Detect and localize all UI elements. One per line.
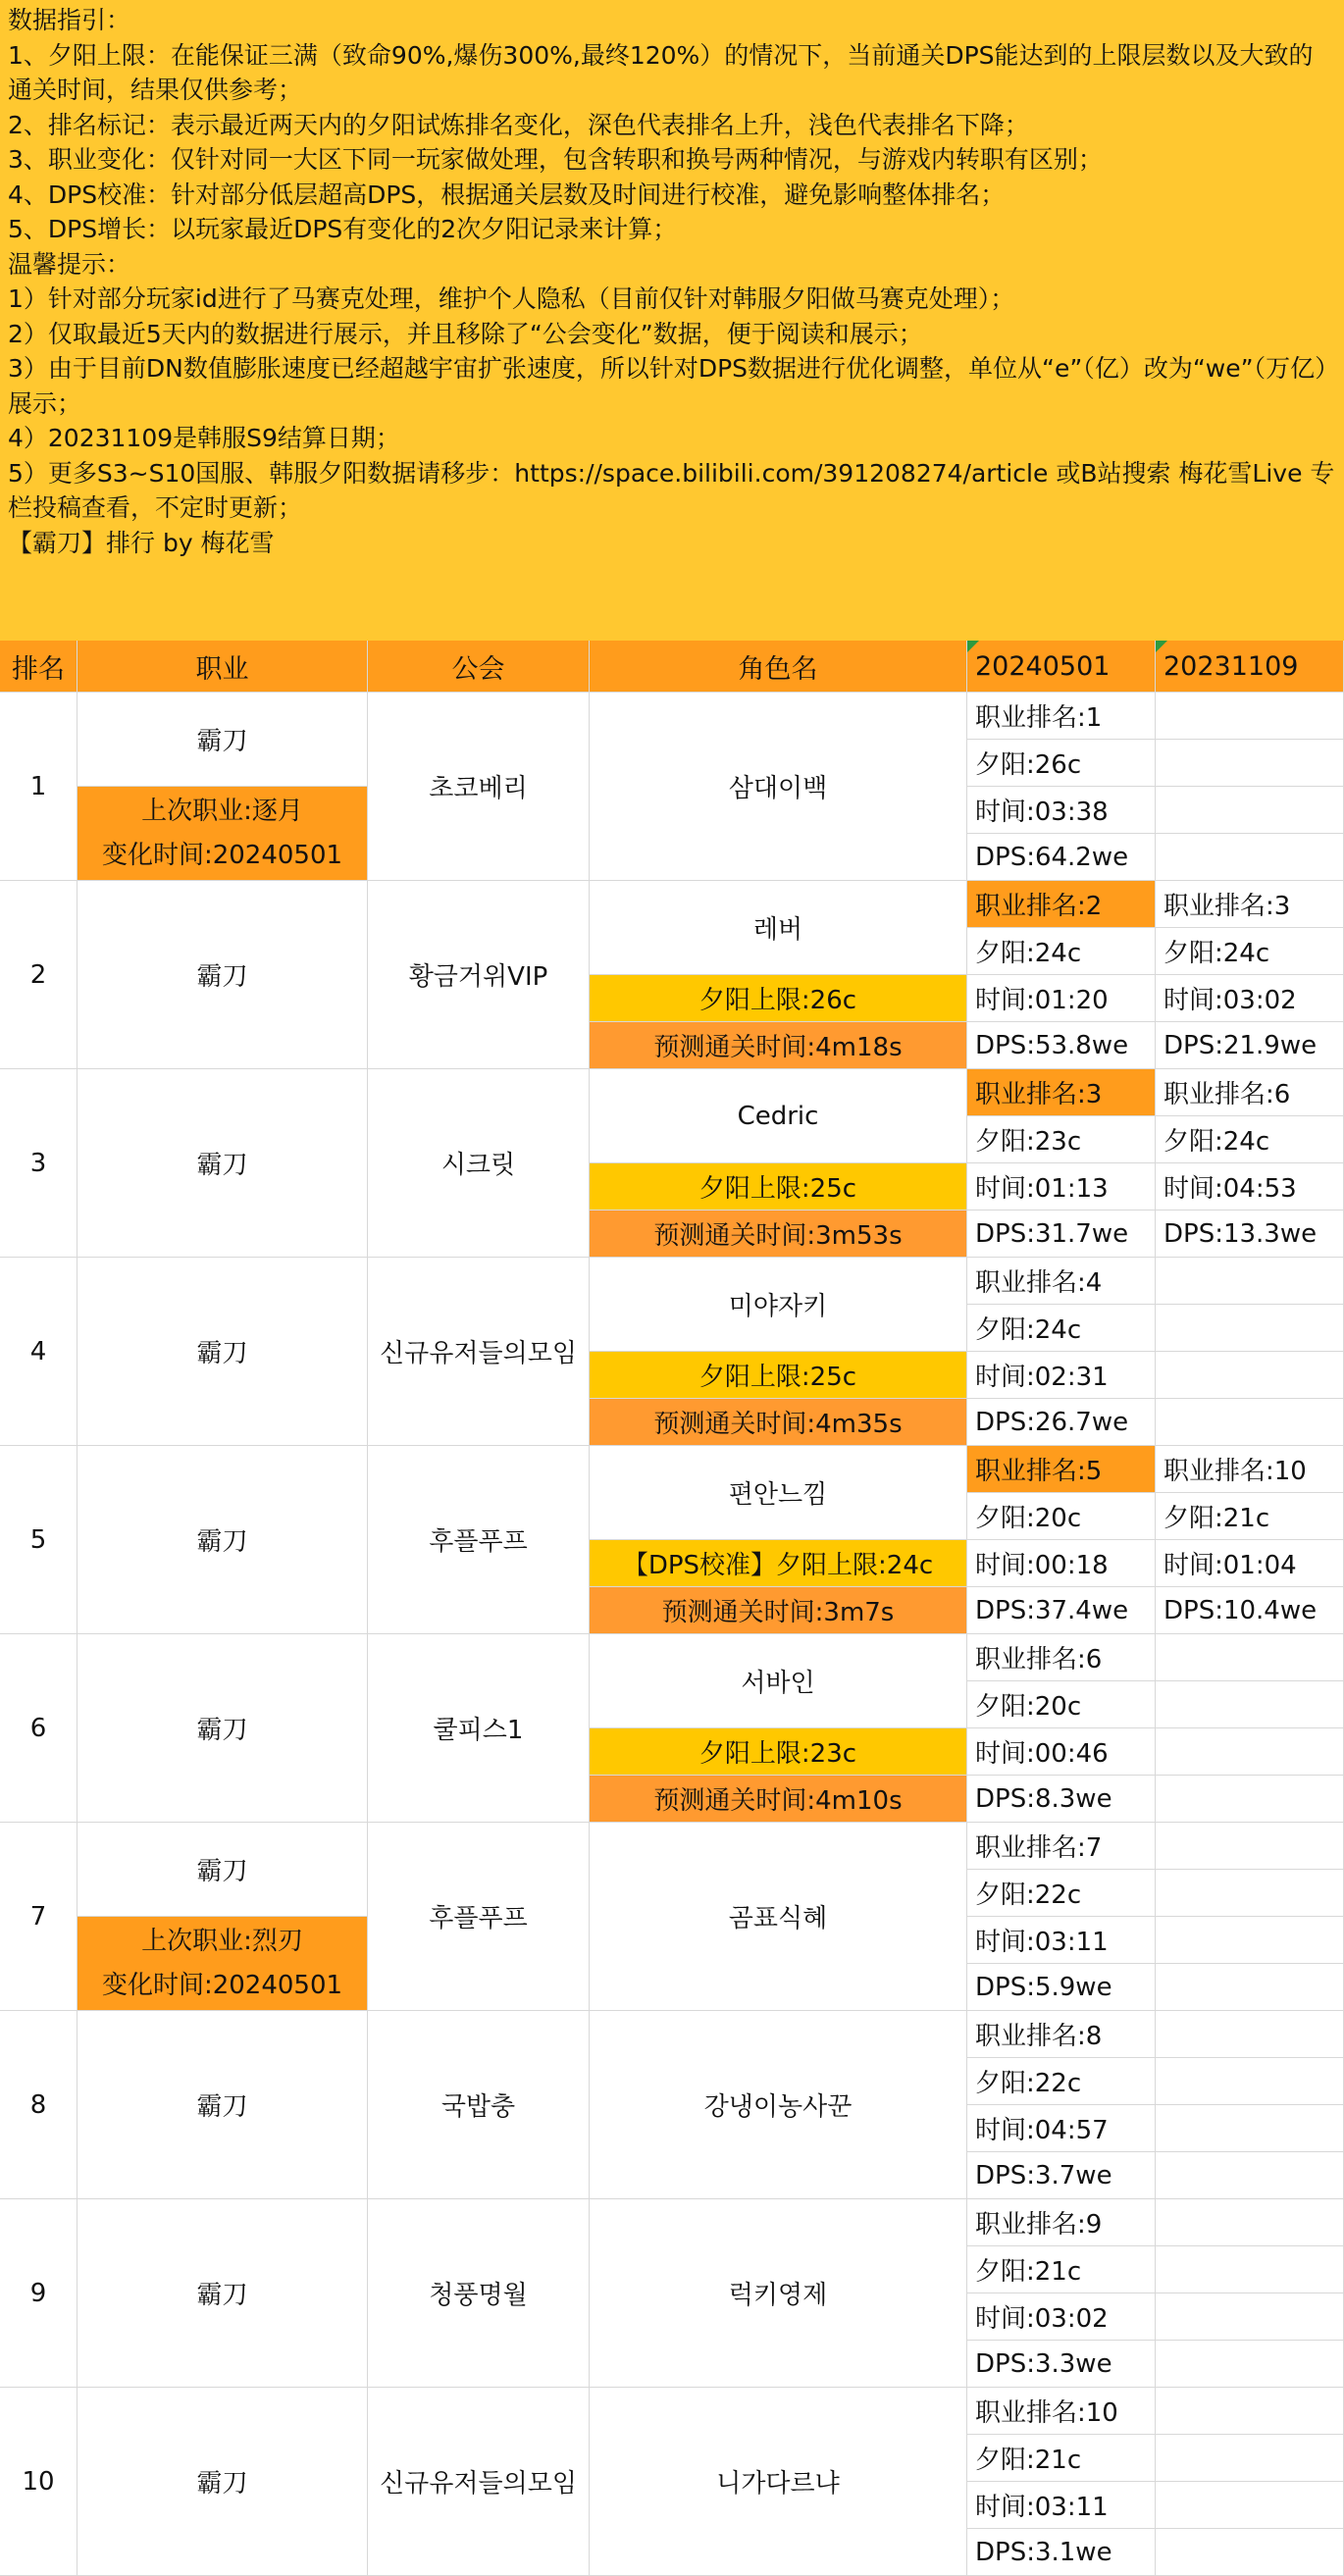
current-stat-cell: DPS:31.7we (967, 1211, 1156, 1258)
previous-stat-cell: 职业排名:3 (1156, 881, 1344, 928)
previous-stat-cell: 时间:04:53 (1156, 1163, 1344, 1211)
previous-stat-cell (1156, 2293, 1344, 2341)
character-name-cell: 서바인 (590, 1634, 967, 1728)
previous-stat-cell (1156, 834, 1344, 881)
previous-stat-cell (1156, 2341, 1344, 2388)
note-line: 5）更多S3~S10国服、韩服夕阳数据请移步：https://space.bilibili.com/391208274/article 或B站搜索 梅花雪Live 专栏投稿查看，不定时更新； (8, 458, 1335, 522)
current-stat-cell: DPS:53.8we (967, 1022, 1156, 1069)
note-line: 【霸刀】排行 by 梅花雪 (8, 528, 275, 557)
current-stat-cell: 夕阳:23c (967, 1116, 1156, 1163)
character-name-cell: 럭키영제 (590, 2199, 967, 2388)
current-stat-cell: 职业排名:5 (967, 1446, 1156, 1493)
current-stat-cell: DPS:64.2we (967, 834, 1156, 881)
previous-job-line: 变化时间:20240501 (101, 1970, 343, 2000)
previous-stat-cell (1156, 1964, 1344, 2011)
job-cell: 霸刀 (78, 1258, 368, 1446)
note-line: 2）仅取最近5天内的数据进行展示，并且移除了“公会变化”数据，便于阅读和展示； (8, 319, 923, 348)
rank-cell: 3 (0, 1069, 78, 1258)
guild-cell: 신규유저들의모임 (368, 1258, 590, 1446)
cap-level-cell (590, 1352, 967, 1399)
note-line: 数据指引： (8, 6, 131, 34)
cap-level-text: 夕阳上限:25c (698, 1174, 857, 1204)
guild-cell: 황금거위VIP (368, 881, 590, 1069)
note-line: 2、排名标记：表示最近两天内的夕阳试炼排名变化，深色代表排名上升，浅色代表排名下降； (8, 110, 1029, 139)
previous-job-line: 变化时间:20240501 (101, 840, 343, 870)
previous-stat-cell (1156, 740, 1344, 787)
note-line: 1、夕阳上限：在能保证三满（致命90%,爆伤300%,最终120%）的情况下，当前通关DPS能达到的上限层数以及大致的通关时间，结果仅供参考； (8, 40, 1314, 104)
previous-stat-cell: DPS:21.9we (1156, 1022, 1344, 1069)
header-job: 职业 (78, 641, 368, 693)
note-line: 3、职业变化：仅针对同一大区下同一玩家做处理，包含转职和换号两种情况，与游戏内转职有区别； (8, 145, 1103, 174)
note-line: 5、DPS增长：以玩家最近DPS有变化的2次夕阳记录来计算； (8, 215, 678, 243)
previous-stat-cell (1156, 2388, 1344, 2435)
rank-cell: 1 (0, 693, 78, 881)
predicted-clear-time-cell: 预测通关时间:3m53s (590, 1211, 967, 1258)
previous-stat-cell (1156, 2529, 1344, 2576)
job-cell: 霸刀 (78, 2199, 368, 2388)
cap-level-text: 夕阳上限:26c (698, 986, 857, 1015)
note-line: 4）20231109是韩服S9结算日期； (8, 424, 400, 452)
previous-job-badge (78, 787, 368, 881)
current-stat-cell: 职业排名:8 (967, 2011, 1156, 2058)
previous-stat-cell (1156, 1258, 1344, 1305)
current-stat-cell: 夕阳:24c (967, 928, 1156, 975)
current-stat-cell: 夕阳:21c (967, 2246, 1156, 2293)
previous-job-line: 上次职业:逐月 (141, 796, 303, 826)
current-stat-cell: 时间:03:11 (967, 1917, 1156, 1964)
current-stat-cell: 职业排名:4 (967, 1258, 1156, 1305)
job-cell: 霸刀 (78, 1634, 368, 1823)
job-cell: 霸刀 (78, 2388, 368, 2576)
guild-cell: 신규유저들의모임 (368, 2388, 590, 2576)
job-cell: 霸刀 (78, 1446, 368, 1634)
job-cell: 霸刀 (78, 881, 368, 1069)
header-rank: 排名 (0, 641, 78, 693)
guild-cell: 시크릿 (368, 1069, 590, 1258)
rank-cell: 10 (0, 2388, 78, 2576)
previous-stat-cell (1156, 2058, 1344, 2105)
previous-stat-cell (1156, 2105, 1344, 2152)
previous-stat-cell (1156, 1305, 1344, 1352)
previous-stat-cell: 夕阳:24c (1156, 928, 1344, 975)
current-stat-cell: 时间:01:20 (967, 975, 1156, 1022)
previous-stat-cell: 时间:03:02 (1156, 975, 1344, 1022)
cap-level-cell (590, 1728, 967, 1776)
current-stat-cell: DPS:3.1we (967, 2529, 1156, 2576)
current-stat-cell: 时间:01:13 (967, 1163, 1156, 1211)
current-stat-cell: 职业排名:1 (967, 693, 1156, 740)
note-line: 温馨提示： (8, 249, 131, 279)
current-stat-cell: DPS:5.9we (967, 1964, 1156, 2011)
guild-cell: 쿨피스1 (368, 1634, 590, 1823)
current-stat-cell: 职业排名:6 (967, 1634, 1156, 1681)
data-guide-notes (0, 0, 1344, 641)
previous-stat-cell (1156, 2435, 1344, 2482)
previous-stat-cell (1156, 693, 1344, 740)
character-name-cell: 미야자키 (590, 1258, 967, 1352)
guild-cell: 초코베리 (368, 693, 590, 881)
previous-stat-cell (1156, 1728, 1344, 1776)
current-stat-cell: DPS:37.4we (967, 1587, 1156, 1634)
character-name-cell: Cedric (590, 1069, 967, 1163)
current-stat-cell: 时间:00:46 (967, 1728, 1156, 1776)
current-stat-cell: 夕阳:21c (967, 2435, 1156, 2482)
current-stat-cell: 夕阳:20c (967, 1681, 1156, 1728)
rank-cell: 5 (0, 1446, 78, 1634)
predicted-clear-time-cell: 预测通关时间:4m35s (590, 1399, 967, 1446)
previous-stat-cell (1156, 1870, 1344, 1917)
current-stat-cell: 夕阳:20c (967, 1493, 1156, 1540)
current-stat-cell: DPS:26.7we (967, 1399, 1156, 1446)
previous-stat-cell (1156, 2482, 1344, 2529)
previous-stat-cell: DPS:13.3we (1156, 1211, 1344, 1258)
previous-stat-cell (1156, 2199, 1344, 2246)
note-line: 4、DPS校准：针对部分低层超高DPS，根据通关层数及时间进行校准，避免影响整体排名； (8, 180, 1006, 209)
current-stat-cell: 时间:03:11 (967, 2482, 1156, 2529)
character-name-cell: 강냉이농사꾼 (590, 2011, 967, 2199)
previous-job-line: 上次职业:烈刃 (141, 1926, 303, 1956)
header-guild: 公会 (368, 641, 590, 693)
rank-cell: 2 (0, 881, 78, 1069)
previous-stat-cell (1156, 1399, 1344, 1446)
previous-stat-cell (1156, 787, 1344, 834)
current-stat-cell: 时间:03:02 (967, 2293, 1156, 2341)
job-cell: 霸刀 (78, 1069, 368, 1258)
rank-cell: 4 (0, 1258, 78, 1446)
previous-stat-cell: 时间:01:04 (1156, 1540, 1344, 1587)
current-stat-cell: 职业排名:2 (967, 881, 1156, 928)
header-date-previous: 20231109 (1156, 641, 1344, 693)
rank-cell: 8 (0, 2011, 78, 2199)
predicted-clear-time-cell: 预测通关时间:4m10s (590, 1776, 967, 1823)
current-stat-cell: DPS:3.3we (967, 2341, 1156, 2388)
previous-stat-cell: 夕阳:21c (1156, 1493, 1344, 1540)
cap-level-text: 夕阳上限:25c (698, 1363, 857, 1392)
previous-stat-cell (1156, 2011, 1344, 2058)
job-cell: 霸刀 (78, 2011, 368, 2199)
note-line: 3）由于目前DN数值膨胀速度已经超越宇宙扩张速度，所以针对DPS数据进行优化调整，单位从“e”（亿）改为“we”（万亿）展示； (8, 354, 1327, 418)
current-stat-cell: 职业排名:7 (967, 1823, 1156, 1870)
cap-level-text: 夕阳上限:23c (698, 1739, 857, 1769)
previous-stat-cell (1156, 1917, 1344, 1964)
previous-stat-cell: DPS:10.4we (1156, 1587, 1344, 1634)
previous-stat-cell (1156, 2152, 1344, 2199)
current-stat-cell: 夕阳:24c (967, 1305, 1156, 1352)
current-stat-cell: 时间:00:18 (967, 1540, 1156, 1587)
character-name-cell: 편안느낌 (590, 1446, 967, 1540)
previous-stat-cell: 职业排名:10 (1156, 1446, 1344, 1493)
guild-cell: 후플푸프 (368, 1823, 590, 2011)
cap-level-text: 夕阳上限:24c (776, 1551, 934, 1580)
current-stat-cell: 夕阳:22c (967, 2058, 1156, 2105)
current-stat-cell: 职业排名:3 (967, 1069, 1156, 1116)
predicted-clear-time-cell: 预测通关时间:4m18s (590, 1022, 967, 1069)
header-date-current: 20240501 (967, 641, 1156, 693)
character-name-cell: 곰표식혜 (590, 1823, 967, 2011)
previous-stat-cell (1156, 1352, 1344, 1399)
previous-stat-cell: 夕阳:24c (1156, 1116, 1344, 1163)
current-stat-cell: 职业排名:9 (967, 2199, 1156, 2246)
character-name-cell: 니가다르냐 (590, 2388, 967, 2576)
note-line: 1）针对部分玩家id进行了马赛克处理，维护个人隐私（目前仅针对韩服夕阳做马赛克处理）； (8, 284, 1015, 313)
current-stat-cell: 时间:04:57 (967, 2105, 1156, 2152)
guild-cell: 청풍명월 (368, 2199, 590, 2388)
previous-stat-cell: 职业排名:6 (1156, 1069, 1344, 1116)
rank-cell: 9 (0, 2199, 78, 2388)
current-stat-cell: 夕阳:26c (967, 740, 1156, 787)
cap-level-cell (590, 1540, 967, 1587)
current-stat-cell: DPS:8.3we (967, 1776, 1156, 1823)
dps-calibration-tag: 【DPS校准】 (622, 1551, 777, 1580)
previous-stat-cell (1156, 1823, 1344, 1870)
previous-stat-cell (1156, 2246, 1344, 2293)
current-stat-cell: 时间:02:31 (967, 1352, 1156, 1399)
header-name: 角色名 (590, 641, 967, 693)
previous-stat-cell (1156, 1634, 1344, 1681)
rank-cell: 7 (0, 1823, 78, 2011)
previous-stat-cell (1156, 1681, 1344, 1728)
previous-stat-cell (1156, 1776, 1344, 1823)
current-stat-cell: DPS:3.7we (967, 2152, 1156, 2199)
current-stat-cell: 夕阳:22c (967, 1870, 1156, 1917)
cap-level-cell (590, 975, 967, 1022)
character-name-cell: 레버 (590, 881, 967, 975)
previous-job-badge (78, 1917, 368, 2011)
ranking-table (0, 641, 1344, 2576)
current-stat-cell: 时间:03:38 (967, 787, 1156, 834)
job-cell: 霸刀 (78, 1823, 368, 1917)
job-cell: 霸刀 (78, 693, 368, 787)
current-stat-cell: 职业排名:10 (967, 2388, 1156, 2435)
character-name-cell: 삼대이백 (590, 693, 967, 881)
predicted-clear-time-cell: 预测通关时间:3m7s (590, 1587, 967, 1634)
guild-cell: 후플푸프 (368, 1446, 590, 1634)
guild-cell: 국밥충 (368, 2011, 590, 2199)
rank-cell: 6 (0, 1634, 78, 1823)
cap-level-cell (590, 1163, 967, 1211)
